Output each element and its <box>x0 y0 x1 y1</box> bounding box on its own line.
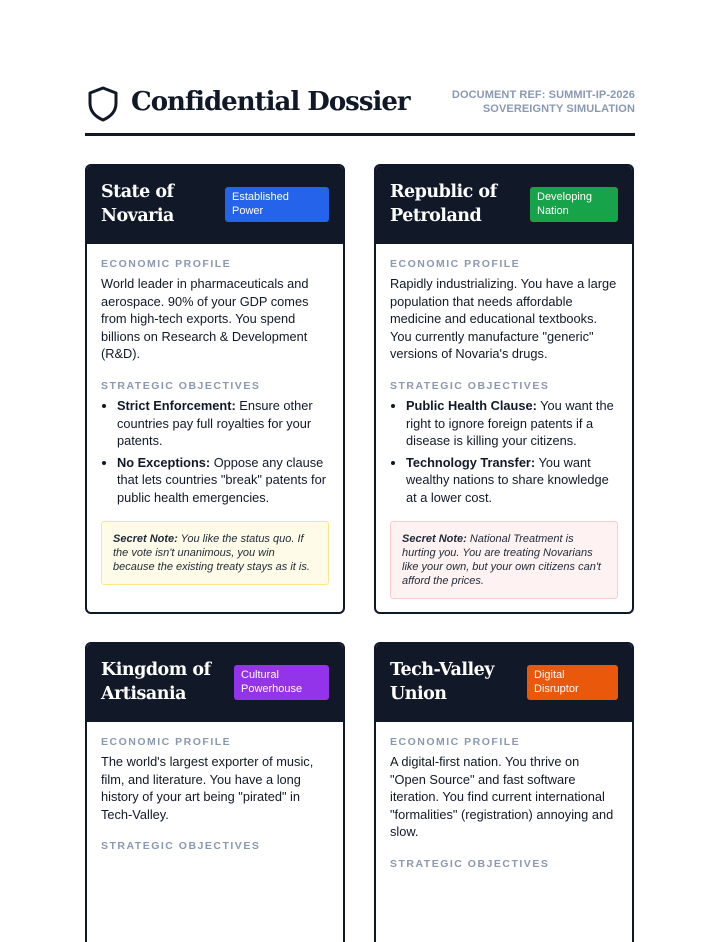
card-header <box>376 166 632 244</box>
economic-profile-text: World leader in pharmaceuticals and aerospace. 90% of your GDP comes from high-tech exports. You spend billions on Research & Development (R&D). <box>101 276 309 362</box>
card-body <box>376 244 632 599</box>
objective-item <box>117 397 329 450</box>
card-header <box>87 644 343 722</box>
shield-icon <box>87 86 119 122</box>
objective-title: Strict Enforcement: <box>117 397 236 413</box>
economic-profile-text: The world's largest exporter of music, film, and literature. You have a long history of your art being "pirated" in Tech-Valley. <box>101 754 314 822</box>
secret-note-label: Secret Note: <box>113 532 178 545</box>
secret-note-text: You like the status quo. If the vote isn't unanimous, you win because the existing treaty stays as it is. <box>113 532 310 573</box>
economic-profile-text: Rapidly industrializing. You have a large population that needs affordable medicine and educational textbooks. You currently manufacture "generic" versions of Novaria's drugs. <box>390 276 617 362</box>
country-card-artisania <box>85 642 345 942</box>
economic-profile-label: ECONOMIC PROFILE <box>390 736 521 748</box>
document-reference <box>452 88 635 116</box>
objective-title: Technology Transfer: <box>406 454 536 470</box>
country-name: Kingdom of Artisania <box>101 660 211 704</box>
status-badge: Developing Nation <box>530 187 618 222</box>
objective-item <box>117 454 329 507</box>
economic-profile-label: ECONOMIC PROFILE <box>101 258 232 270</box>
strategic-objectives-label: STRATEGIC OBJECTIVES <box>101 379 261 392</box>
economic-profile-label: ECONOMIC PROFILE <box>390 258 521 270</box>
card-header <box>87 166 343 244</box>
document-title: Confidential Dossier <box>131 87 410 117</box>
simulation-line: SOVEREIGNTY SIMULATION <box>482 103 635 115</box>
objective-text: Ensure other countries pay full royalties for your patents. <box>117 397 313 449</box>
country-name: Republic of Petroland <box>390 182 497 226</box>
economic-profile-text: A digital-first nation. You thrive on "Open Source" and fast software iteration. You find current international "formalities" (registration) annoying and slow. <box>390 754 614 840</box>
country-name: Tech-Valley Union <box>390 660 494 704</box>
secret-note <box>390 521 618 600</box>
status-badge: Established Power <box>225 187 329 222</box>
objective-title: No Exceptions: <box>117 454 211 470</box>
strategic-objectives-label: STRATEGIC OBJECTIVES <box>390 857 550 870</box>
objective-text: You want wealthy nations to share knowledge at a lower cost. <box>406 454 609 505</box>
country-name: State of Novaria <box>101 182 174 226</box>
country-card-tech-valley <box>374 642 634 942</box>
card-body <box>87 244 343 585</box>
secret-note <box>101 521 329 586</box>
card-header <box>376 644 632 722</box>
status-badge: Digital Disruptor <box>527 665 618 700</box>
document-header <box>85 84 635 136</box>
objective-item <box>406 397 618 450</box>
strategic-objectives-label: STRATEGIC OBJECTIVES <box>101 840 261 853</box>
objective-text: You want the right to ignore foreign patents if a disease is killing your citizens. <box>406 397 614 449</box>
objective-text: Oppose any clause that lets countries "break" patents for public health emergencies. <box>117 454 326 505</box>
objective-title: Public Health Clause: <box>406 397 537 413</box>
card-body <box>87 722 343 852</box>
secret-note-text: National Treatment is hurting you. You are treating Novarians like your own, but your own citizens can't afford the prices. <box>402 532 601 588</box>
objectives-list <box>101 397 329 507</box>
country-card-novaria <box>85 164 345 614</box>
secret-note-label: Secret Note: <box>402 532 467 545</box>
reference-line: DOCUMENT REF: SUMMIT-IP-2026 <box>451 89 635 101</box>
status-badge: Cultural Powerhouse <box>234 665 329 700</box>
strategic-objectives-label: STRATEGIC OBJECTIVES <box>390 379 550 392</box>
country-card-petroland <box>374 164 634 614</box>
card-body <box>376 722 632 870</box>
economic-profile-label: ECONOMIC PROFILE <box>101 736 232 748</box>
objective-item <box>406 454 618 507</box>
objectives-list <box>390 397 618 507</box>
